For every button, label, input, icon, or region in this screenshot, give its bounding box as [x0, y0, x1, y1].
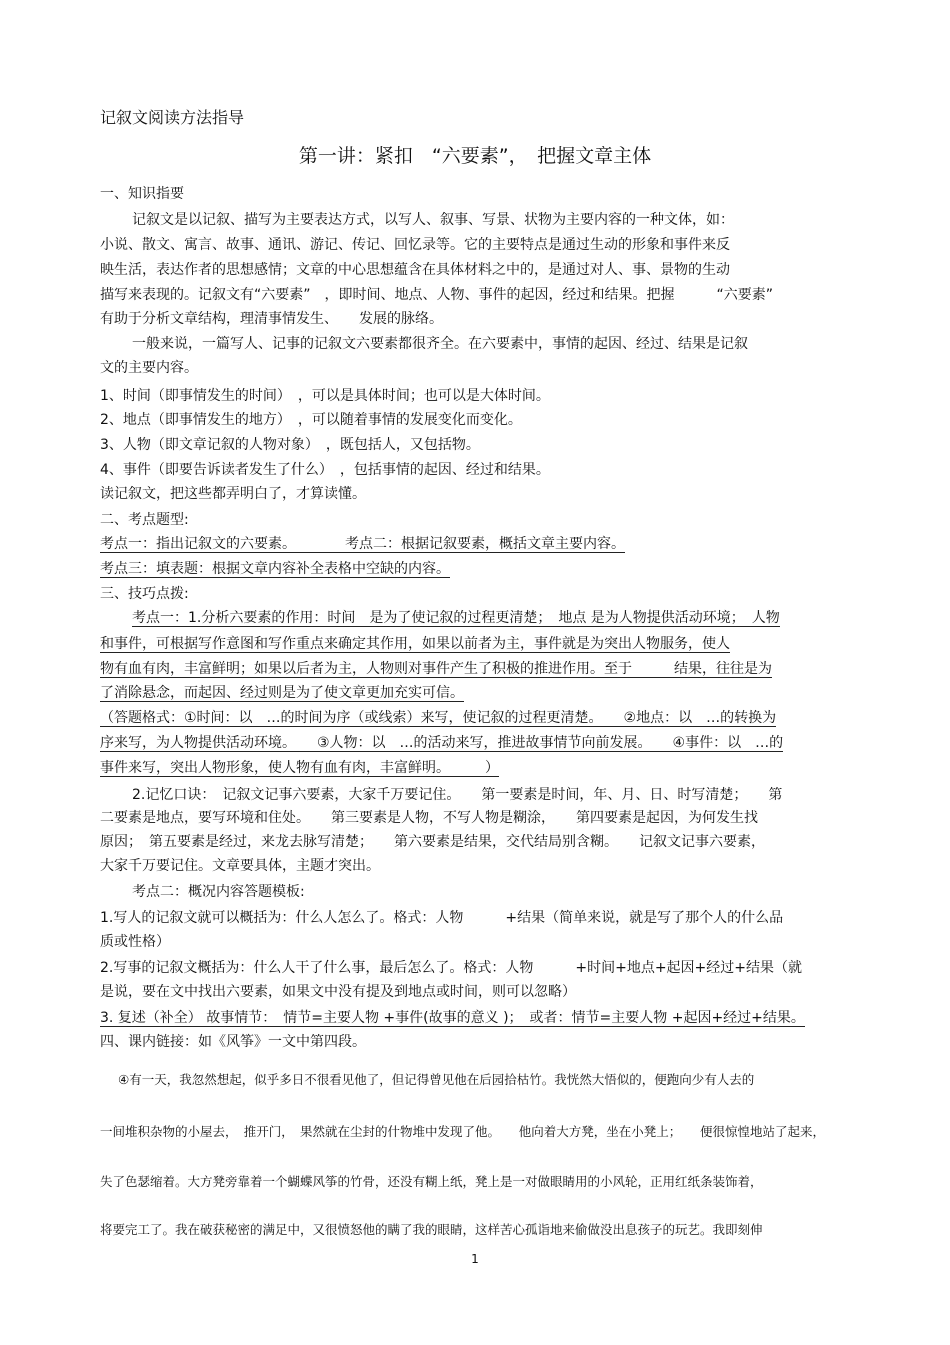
tip-line: [100, 608, 860, 628]
element-item-people: 3、人物（即文章记叙的人物对象） ，既包括人，又包括物。: [100, 437, 480, 453]
summary-template-heading: 考点二：概况内容答题模板:: [132, 884, 305, 900]
tip-text: 物有血有肉，丰富鲜明；如果以后者为主，人物则对事件产生了积极的推进作用。至于 结果，往往是为: [100, 661, 772, 677]
question-type-text: 考点三：填表题：根据文章内容补全表格中空缺的内容。: [100, 561, 450, 577]
memory-rhyme-line: 2.记忆口诀： 记叙文记事六要素，大家千万要记住。 第一要素是时间，年、月、日、时写清楚； 第: [132, 787, 783, 803]
summary-template-line: 质或性格）: [100, 934, 170, 950]
page-number: 1: [471, 1252, 479, 1266]
tip-line: [100, 634, 860, 654]
answer-format-line: [100, 758, 860, 778]
section-heading-link: 四、课内链接：如《风筝》一文中第四段。: [100, 1034, 366, 1050]
closing-line: 读记叙文，把这些都弄明白了，才算读懂。: [100, 486, 366, 502]
summary-template-line: 1.写人的记叙文就可以概括为：什么人怎么了。格式：人物 +结果（简单来说，就是写了那个人的什么品: [100, 910, 784, 926]
element-item-place: 2、地点（即事情发生的地方） ，可以随着事情的发展变化而变化。: [100, 412, 522, 428]
document-title: 记叙文阅读方法指导: [100, 108, 245, 127]
paragraph-line: 描写来表现的。记叙文有“六要素” ，即时间、地点、人物、事件的起因，经过和结果。把握 “六要素”: [100, 287, 774, 303]
paragraph-line: 记叙文是以记叙、描写为主要表达方式，以写人、叙事、写景、状物为主要内容的一种文体，如：: [132, 212, 734, 228]
memory-rhyme-line: 原因； 第五要素是经过，来龙去脉写清楚； 第六要素是结果，交代结局别含糊。 记叙文记事六要素，: [100, 834, 765, 850]
question-type-line: [100, 534, 860, 554]
paragraph-line: 映生活，表达作者的思想感情；文章的中心思想蕴含在具体材料之中的，是通过对人、事、景物的生动: [100, 262, 730, 278]
paragraph-line: 有助于分析文章结构，理清事情发生、 发展的脉络。: [100, 311, 443, 327]
tip-line: [100, 683, 860, 703]
paragraph-line: 一般来说，一篇写人、记事的记叙文六要素都很齐全。在六要素中，事情的起因、经过、结果是记叙: [132, 336, 748, 352]
section-heading-question-types: 二、考点题型:: [100, 512, 189, 528]
paragraph-line: 小说、散文、寓言、故事、通讯、游记、传记、回忆录等。它的主要特点是通过生动的形象和事件来反: [100, 237, 730, 253]
tip-text: 考点一：1.分析六要素的作用：时间 是为了使记叙的过程更清楚； 地点 是为人物提供活动环境； 人物: [132, 610, 780, 626]
excerpt-line: 失了色瑟缩着。大方凳旁靠着一个蝴蝶风筝的竹骨，还没有糊上纸，凳上是一对做眼睛用的小风轮，正用红纸条装饰着，: [100, 1174, 763, 1189]
excerpt-line: ④有一天，我忽然想起，似乎多日不很看见他了，但记得曾见他在后园拾枯竹。我恍然大悟似的，便跑向少有人去的: [118, 1072, 755, 1087]
question-type-line: [100, 559, 860, 579]
answer-format-text: （答题格式：①时间：以 …的时间为序（或线索）来写，使记叙的过程更清楚。 ②地点：以 …的转换为: [100, 710, 777, 726]
memory-rhyme-line: 二要素是地点，要写环境和住处。 第三要素是人物，不写人物是糊涂， 第四要素是起因，为何发生找: [100, 810, 758, 826]
summary-template-text: 3. 复述（补全） 故事情节： 情节=主要人物 +事件(故事的意义 )； 或者：情节=主要人物 +起因+经过+结果。: [100, 1010, 805, 1026]
paragraph-line: 文的主要内容。: [100, 360, 198, 376]
answer-format-line: [100, 708, 860, 728]
summary-template-line: [100, 1008, 860, 1028]
tip-text: 了消除悬念，而起因、经过则是为了使文章更加充实可信。: [100, 685, 464, 701]
answer-format-line: [100, 733, 860, 753]
element-item-time: 1、时间（即事情发生的时间） ，可以是具体时间；也可以是大体时间。: [100, 388, 550, 404]
memory-rhyme-line: 大家千万要记住。文章要具体，主题才突出。: [100, 858, 380, 874]
section-heading-tips: 三、技巧点拨:: [100, 586, 189, 602]
answer-format-text: 事件来写，突出人物形象，使人物有血有肉，丰富鲜明。 ）: [100, 760, 499, 776]
section-heading-knowledge: 一、知识指要: [100, 186, 184, 202]
tip-line: [100, 659, 860, 679]
element-item-event: 4、事件（即要告诉读者发生了什么） ，包括事情的起因、经过和结果。: [100, 462, 550, 478]
lecture-title: 第一讲：紧扣 “六要素”， 把握文章主体: [298, 146, 652, 166]
excerpt-line: 一间堆积杂物的小屋去， 推开门， 果然就在尘封的什物堆中发现了他。 他向着大方凳，坐在小凳上； 便很惊惶地站了起来，: [100, 1124, 826, 1139]
summary-template-line: 是说，要在文中找出六要素，如果文中没有提及到地点或时间，则可以忽略）: [100, 984, 576, 1000]
question-type-text: 考点一：指出记叙文的六要素。 考点二：根据记叙要素，概括文章主要内容。: [100, 536, 625, 552]
answer-format-text: 序来写，为人物提供活动环境。 ③人物：以 …的活动来写，推进故事情节向前发展。 ④事件：以 …的: [100, 735, 784, 751]
summary-template-line: 2.写事的记叙文概括为：什么人干了什么事，最后怎么了。格式：人物 +时间+地点+起因+经过+结果（就: [100, 960, 803, 976]
excerpt-line: 将要完工了。我在破获秘密的满足中，又很愤怒他的瞒了我的眼睛，这样苦心孤诣地来偷做没出息孩子的玩艺。我即刻伸: [100, 1222, 763, 1237]
tip-text: 和事件，可根据写作意图和写作重点来确定其作用，如果以前者为主，事件就是为突出人物服务，使人: [100, 636, 730, 652]
